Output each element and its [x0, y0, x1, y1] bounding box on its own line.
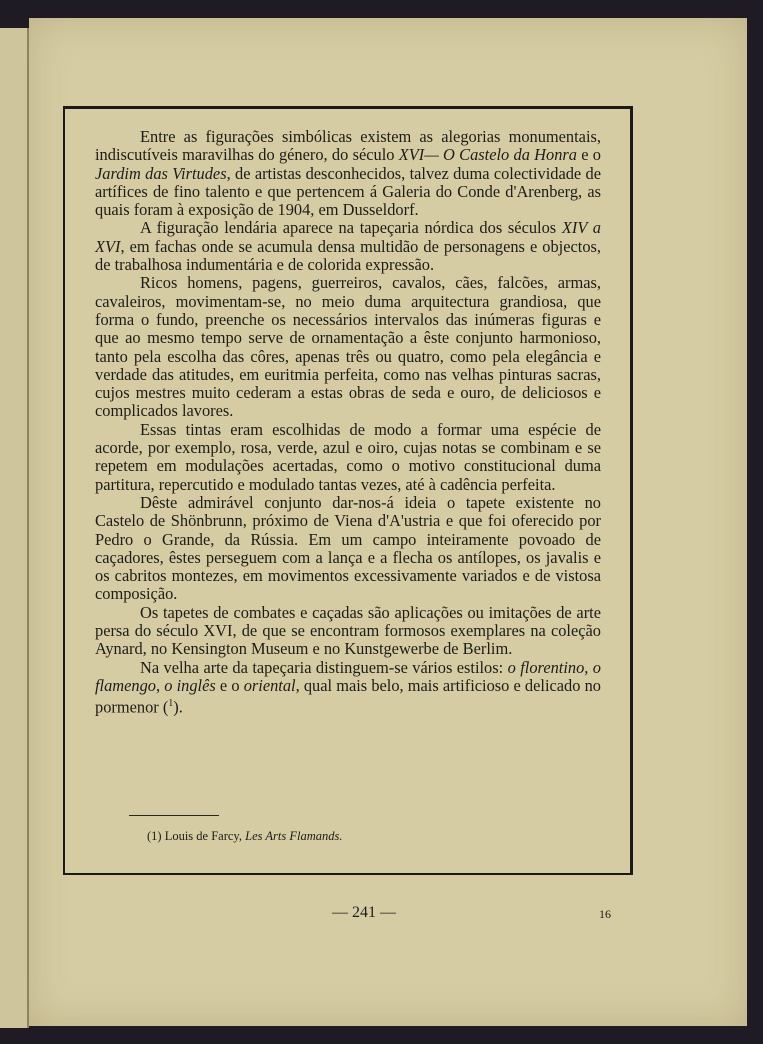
paragraph-3: Ricos homens, pagens, guerreiros, cavalos, cães, falcões, armas, cavaleiros, movimentam-se, no meio duma arquitectura grandiosa, que forma o fundo, preenche os necessários intervalos das inúmeras figuras e que ao mesmo tempo serve de ornamentação a êste conjunto harmonioso, tanto pela escolha das côres, apenas três ou quatro, como pela elegância e verdade das atitudes, em euritmia perfeita, como nas velhas pinturas sacras, cujos mestres muito cederam a estas obras de seda e ouro, de deliciosos e complicados lavores.	[95, 273, 601, 421]
signature-mark: 16	[599, 907, 611, 921]
footnote-rule	[129, 815, 219, 816]
book-page	[29, 18, 747, 1026]
footnote-source-title: Les Arts Flamands.	[245, 829, 343, 843]
main-text	[95, 128, 601, 717]
facing-page-edge	[0, 28, 29, 1028]
paragraph-5: Dêste admirável conjunto dar-nos-á ideia o tapete existente no Castelo de Shönbrunn, próximo de Viena d'A'ustria e que foi oferecido por Pedro o Grande, da Rússia. Em um campo inteiramente povoado de caçadores, êstes perseguem com a lança e a flecha os antílopes, os javalis e os cabritos montezes, em movimentos excessivamente variados e de vistosa composição.	[95, 492, 601, 604]
footnote-marker: (1)	[147, 829, 162, 843]
paragraph-1: Entre as figurações simbólicas existem as alegorias monumentais, indiscutíveis maravilhas do género, do século XVI— O Castelo da Honra e o Jardim das Virtudes, de artistas desconhecidos, talvez duma colectividade de artífices de fino talento e que pertencem á Galeria do Conde d'Arenberg, as quais foram à exposição de 1904, em Dusseldorf.	[95, 127, 601, 220]
paragraph-6: Os tapetes de combates e caçadas são aplicações ou imitações de arte persa do século XVI, de que se encontram formosos exemplares na coleção Aynard, no Kensington Museum e no Kunstgewerbe de Berlim.	[95, 602, 601, 659]
paragraph-4: Essas tintas eram escolhidas de modo a formar uma espécie de acorde, por exemplo, rosa, verde, azul e oiro, cujas notas se combinam e se repetem em modulações acertadas, como o motivo constitucional duma partitura, repercutido e modulado tantas vezes, até à cadência perfeita.	[95, 419, 601, 494]
paragraph-2: A figuração lendária aparece na tapeçaria nórdica dos séculos XIV a XVI, em fachas onde se acumula densa multidão de personagens e objectos, de trabalhosa indumentária e de colorida expressão.	[95, 218, 601, 275]
paragraph-7: Na velha arte da tapeçaria distinguem-se vários estilos: o florentino, o flamengo, o inglês e o oriental, qual mais belo, mais artificioso e delicado no pormenor ($^1$).	[95, 657, 602, 717]
page-number: — 241 —	[332, 904, 396, 921]
footnote: (1) Louis de Farcy, Les Arts Flamands.	[147, 829, 343, 843]
footnote-reference: 1	[168, 698, 174, 710]
